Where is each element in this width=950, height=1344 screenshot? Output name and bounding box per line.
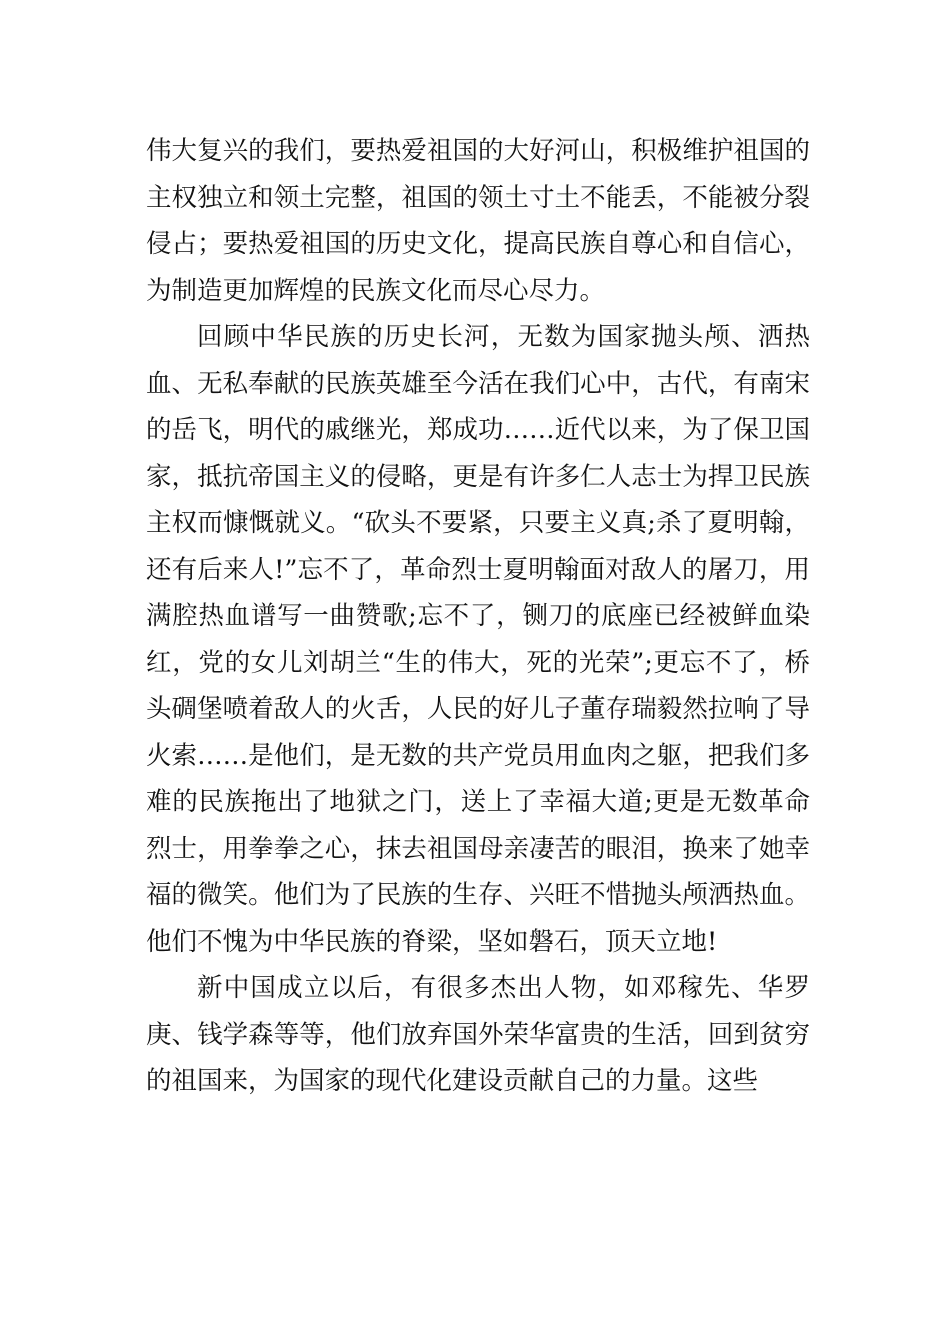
body-text [146, 128, 810, 1105]
paragraph-new-china: 新中国成立以后，有很多杰出人物，如邓稼先、华罗庚、钱学森等等，他们放弃国外荣华富贵的生活，回到贫穷的祖国来，为国家的现代化建设贡献自己的力量。这些 [146, 973, 810, 1096]
paragraph-continuation: 伟大复兴的我们，要热爱祖国的大好河山，积极维护祖国的主权独立和领土完整，祖国的领土寸土不能丢，不能被分裂侵占；要热爱祖国的历史文化，提高民族自尊心和自信心，为制造更加辉煌的民族文化而尽心尽力。 [146, 136, 810, 306]
paragraph-heroes: 回顾中华民族的历史长河，无数为国家抛头颅、洒热血、无私奉献的民族英雄至今活在我们心中，古代，有南宋的岳飞，明代的戚继光，郑成功……近代以来，为了保卫国家，抵抗帝国主义的侵略，更是有许多仁人志士为捍卫民族主权而慷慨就义。“砍头不要紧，只要主义真;杀了夏明翰，还有后来人!”忘不了，革命烈士夏明翰面对敌人的屠刀，用满腔热血谱写一曲赞歌;忘不了，铡刀的底座已经被鲜血染红，党的女儿刘胡兰“生的伟大，死的光荣”;更忘不了，桥头碉堡喷着敌人的火舌，人民的好儿子董存瑞毅然拉响了导火索……是他们，是无数的共产党员用血肉之躯，把我们多难的民族拖出了地狱之门，送上了幸福大道;更是无数革命烈士，用拳拳之心，抹去祖国母亲凄苦的眼泪，换来了她幸福的微笑。他们为了民族的生存、兴旺不惜抛头颅洒热血。他们不愧为中华民族的脊梁，坚如磐石，顶天立地! [146, 322, 810, 957]
